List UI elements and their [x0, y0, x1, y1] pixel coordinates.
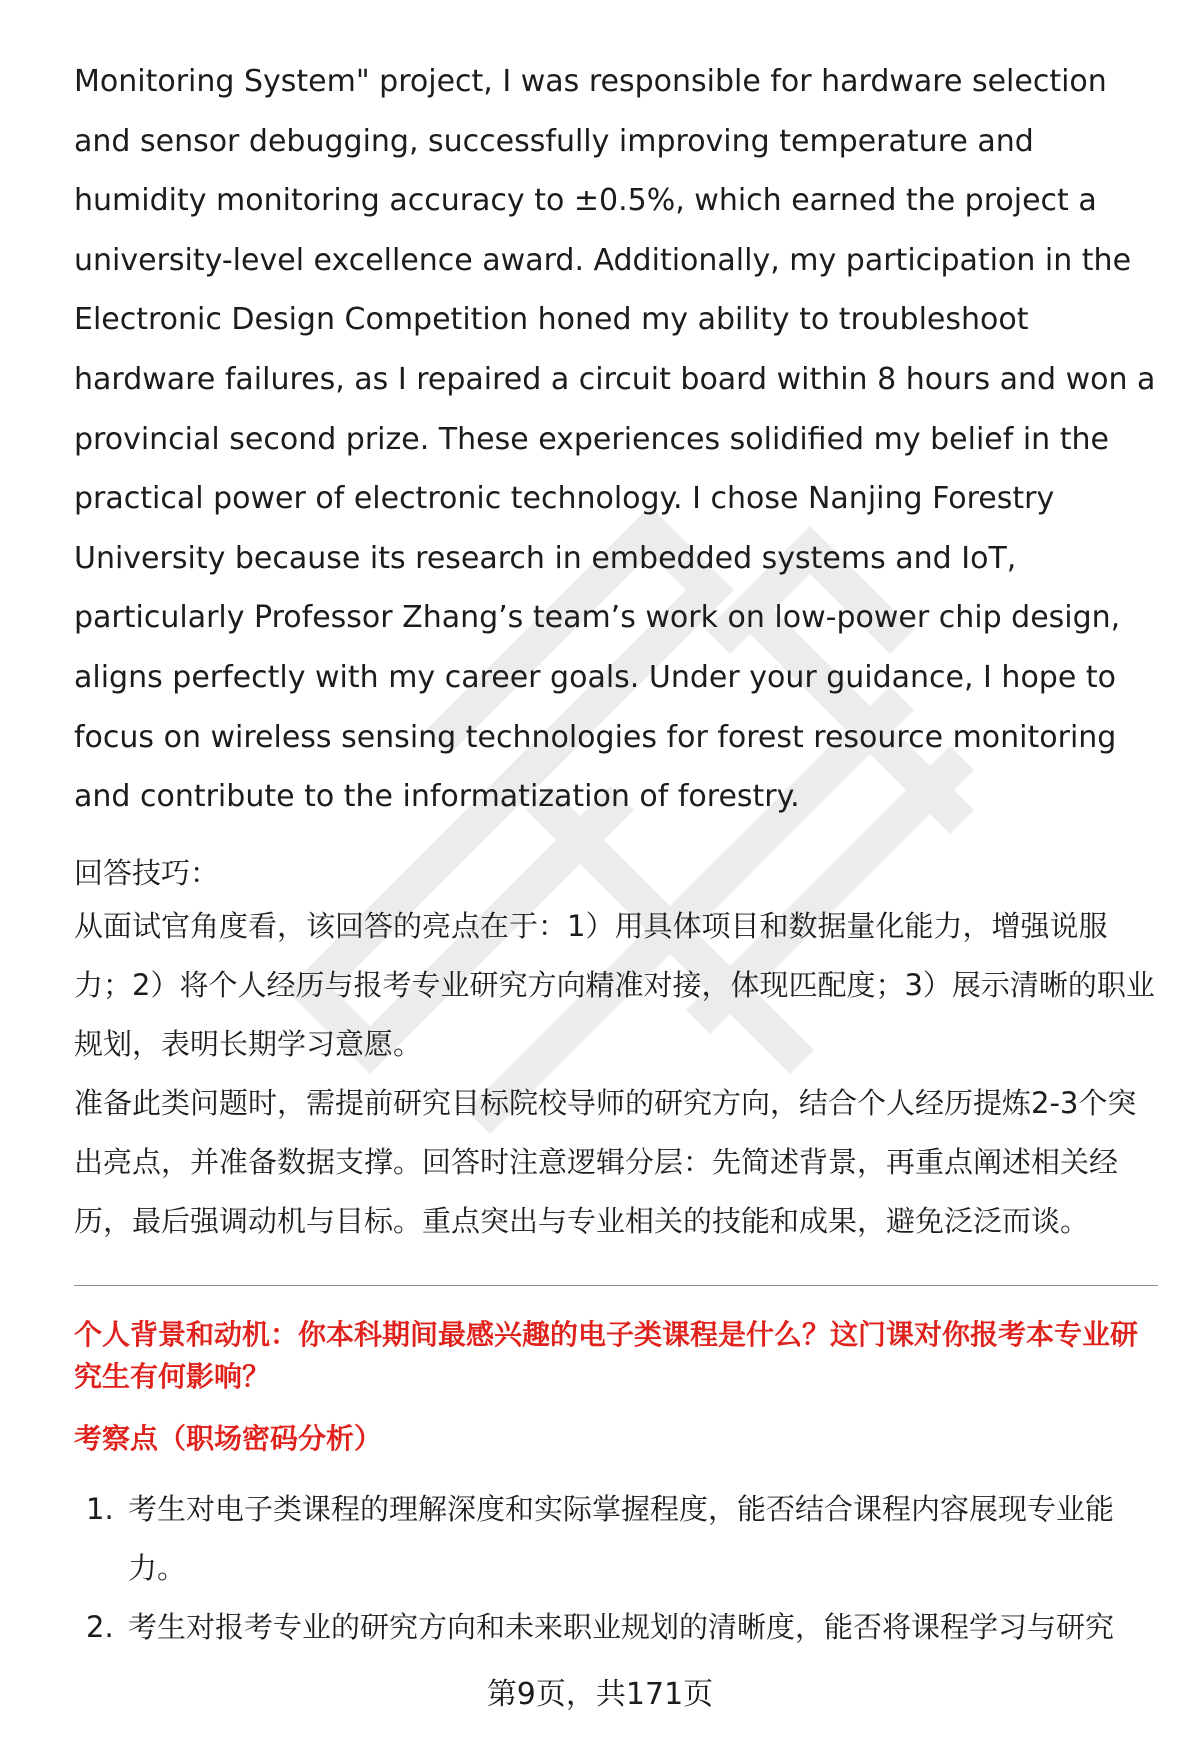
list-item	[74, 1480, 1164, 1598]
question-heading: 个人背景和动机：你本科期间最感兴趣的电子类课程是什么？这门课对你报考本专业研究生有何影响？	[74, 1317, 1139, 1393]
list-item	[74, 1598, 1164, 1657]
assessment-points-label: 考察点（职场密码分析）	[74, 1421, 383, 1455]
tips-paragraph-2: 准备此类问题时，需提前研究目标院校导师的研究方向，结合个人经历提炼2-3个突出亮点，并准备数据支撑。回答时注意逻辑分层：先简述背景，再重点阐述相关经历，最后强调动机与目标。重点突出与专业相关的技能和成果，避免泛泛而谈。	[74, 1085, 1137, 1238]
list-item-number: 2.	[86, 1609, 114, 1644]
list-item-text: 考生对电子类课程的理解深度和实际掌握程度，能否结合课程内容展现专业能力。	[128, 1491, 1115, 1585]
list-item-text: 考生对报考专业的研究方向和未来职业规划的清晰度，能否将课程学习与研究	[128, 1609, 1115, 1644]
assessment-points-list	[74, 1480, 1164, 1657]
list-item-number: 1.	[86, 1491, 114, 1526]
section-divider	[74, 1285, 1158, 1286]
english-answer-paragraph: Monitoring System" project, I was responsible for hardware selection and sensor debugging, successfully improving temperature and humidity monitoring accuracy to ±0.5%, which earned the project a university-level excellence award. Additionally, my participation in the Electronic Design Competition honed my ability to troubleshoot hardware failures, as I repaired a circuit board within 8 hours and won a provincial second prize. These experiences solidified my belief in the practical power of electronic technology. I chose Nanjing Forestry University because its research in embedded systems and IoT, particularly Professor Zhang’s team’s work on low-power chip design, aligns perfectly with my career goals. Under your guidance, I hope to focus on wireless sensing technologies for forest resource monitoring and contribute to the informatization of forestry.	[74, 64, 1156, 815]
tips-paragraph-1: 从面试官角度看，该回答的亮点在于：1）用具体项目和数据量化能力，增强说服力；2）将个人经历与报考专业研究方向精准对接，体现匹配度；3）展示清晰的职业规划，表明长期学习意愿。	[74, 908, 1155, 1061]
page-number-footer: 第9页，共171页	[486, 1677, 714, 1712]
tips-title: 回答技巧：	[74, 855, 220, 890]
page-content	[74, 52, 1164, 1657]
